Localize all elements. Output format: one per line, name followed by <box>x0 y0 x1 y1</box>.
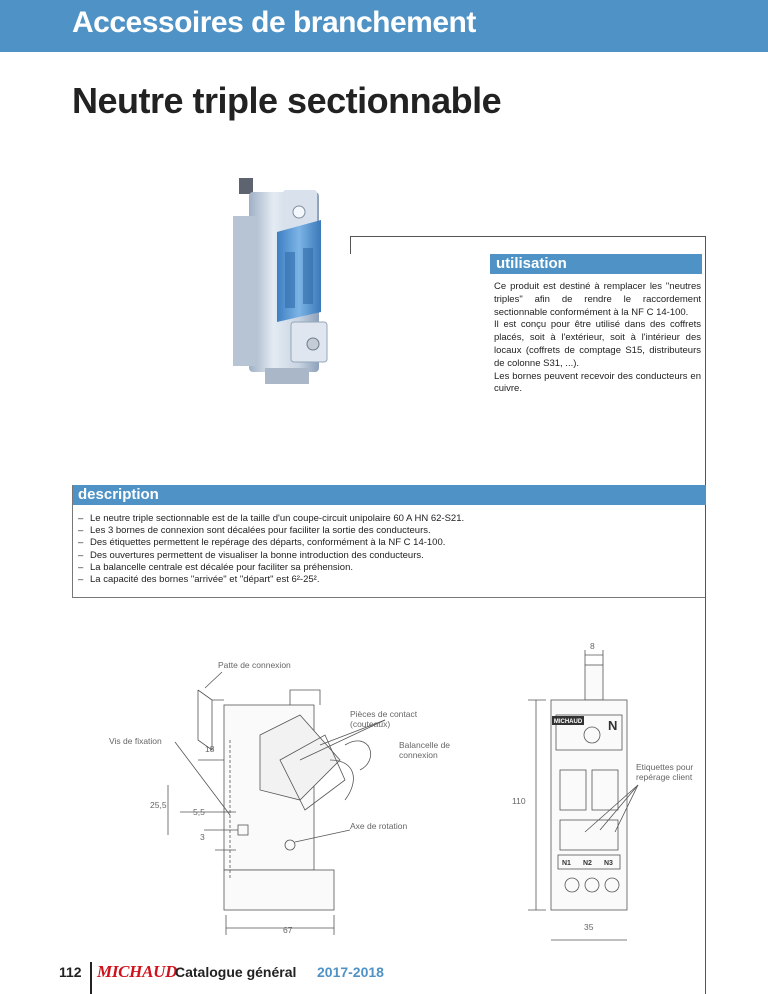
utilisation-paragraph: Ce produit est destiné à remplacer les "neutres triples" afin de rendre le raccordement sectionnable conformément à la NF C 14-100. <box>494 281 701 318</box>
label-balancelle-1: Balancelle de <box>399 740 451 750</box>
list-item: – Les 3 bornes de connexion sont décalées pour faciliter la sortie des conducteurs. <box>78 525 698 537</box>
dim-18: 18 <box>205 744 215 754</box>
dim-67: 67 <box>283 925 293 935</box>
footer-brand: MICHAUD <box>97 962 178 981</box>
section-title: Accessoires de branchement <box>72 6 476 39</box>
dim-110: 110 <box>512 796 526 806</box>
drawing-label-n1: N1 <box>562 860 571 867</box>
frame-line-top <box>350 236 706 237</box>
label-pieces-1: Pièces de contact <box>350 709 418 719</box>
page-title: Neutre triple sectionnable <box>72 80 502 121</box>
footer-separator <box>90 962 92 994</box>
footer-year: 2017-2018 <box>317 964 384 980</box>
utilisation-text <box>494 281 701 396</box>
list-item: – Des ouvertures permettent de visualiser la bonne introduction des conducteurs. <box>78 550 698 562</box>
dim-25-5: 25,5 <box>150 800 167 810</box>
label-axe: Axe de rotation <box>350 821 408 831</box>
dim-3: 3 <box>200 832 205 842</box>
list-item: – La capacité des bornes "arrivée" et "départ" est 6²-25². <box>78 574 698 586</box>
technical-drawing <box>0 600 768 960</box>
label-patte: Patte de connexion <box>218 660 291 670</box>
description-box-left <box>72 485 73 598</box>
label-balancelle-2: connexion <box>399 750 438 760</box>
footer-catalogue: Catalogue général <box>175 964 297 980</box>
list-item: – Des étiquettes permettent le repérage des départs, conformément à la NF C 14-100. <box>78 537 698 549</box>
page-number: 112 <box>59 964 82 980</box>
utilisation-paragraph: Il est conçu pour être utilisé dans des coffrets placés, soit à l'extérieur, soit à l'intérieur des locaux (coffrets de comptage S15, distributeurs de colonne S31, ...). <box>494 319 701 369</box>
label-etiquettes-1: Etiquettes pour <box>636 762 694 772</box>
list-item: – Le neutre triple sectionnable est de la taille d'un coupe-circuit unipolaire 60 A HN 62-S21. <box>78 513 698 525</box>
footer <box>0 958 768 994</box>
label-etiquettes-2: repérage client <box>636 772 693 782</box>
description-box-bottom <box>72 597 705 598</box>
utilisation-paragraph: Les bornes peuvent recevoir des conducteurs en cuivre. <box>494 370 701 395</box>
list-item: – La balancelle centrale est décalée pour faciliter sa préhension. <box>78 562 698 574</box>
frame-line-tick <box>350 236 351 254</box>
dim-35: 35 <box>584 922 594 932</box>
label-pieces-2: (couteaux) <box>350 719 391 729</box>
drawing-brand-mark: MICHAUD <box>553 719 583 725</box>
drawing-neutral-mark: N <box>608 718 618 733</box>
header-band <box>0 0 768 52</box>
dim-8: 8 <box>590 641 595 651</box>
product-photo <box>225 172 350 397</box>
description-heading: description <box>72 485 706 505</box>
label-vis: Vis de fixation <box>109 736 162 746</box>
drawing-label-n2: N2 <box>583 860 592 867</box>
description-list <box>78 513 698 586</box>
utilisation-heading: utilisation <box>490 254 702 274</box>
dim-5-5: 5,5 <box>193 807 205 817</box>
drawing-label-n3: N3 <box>604 860 613 867</box>
